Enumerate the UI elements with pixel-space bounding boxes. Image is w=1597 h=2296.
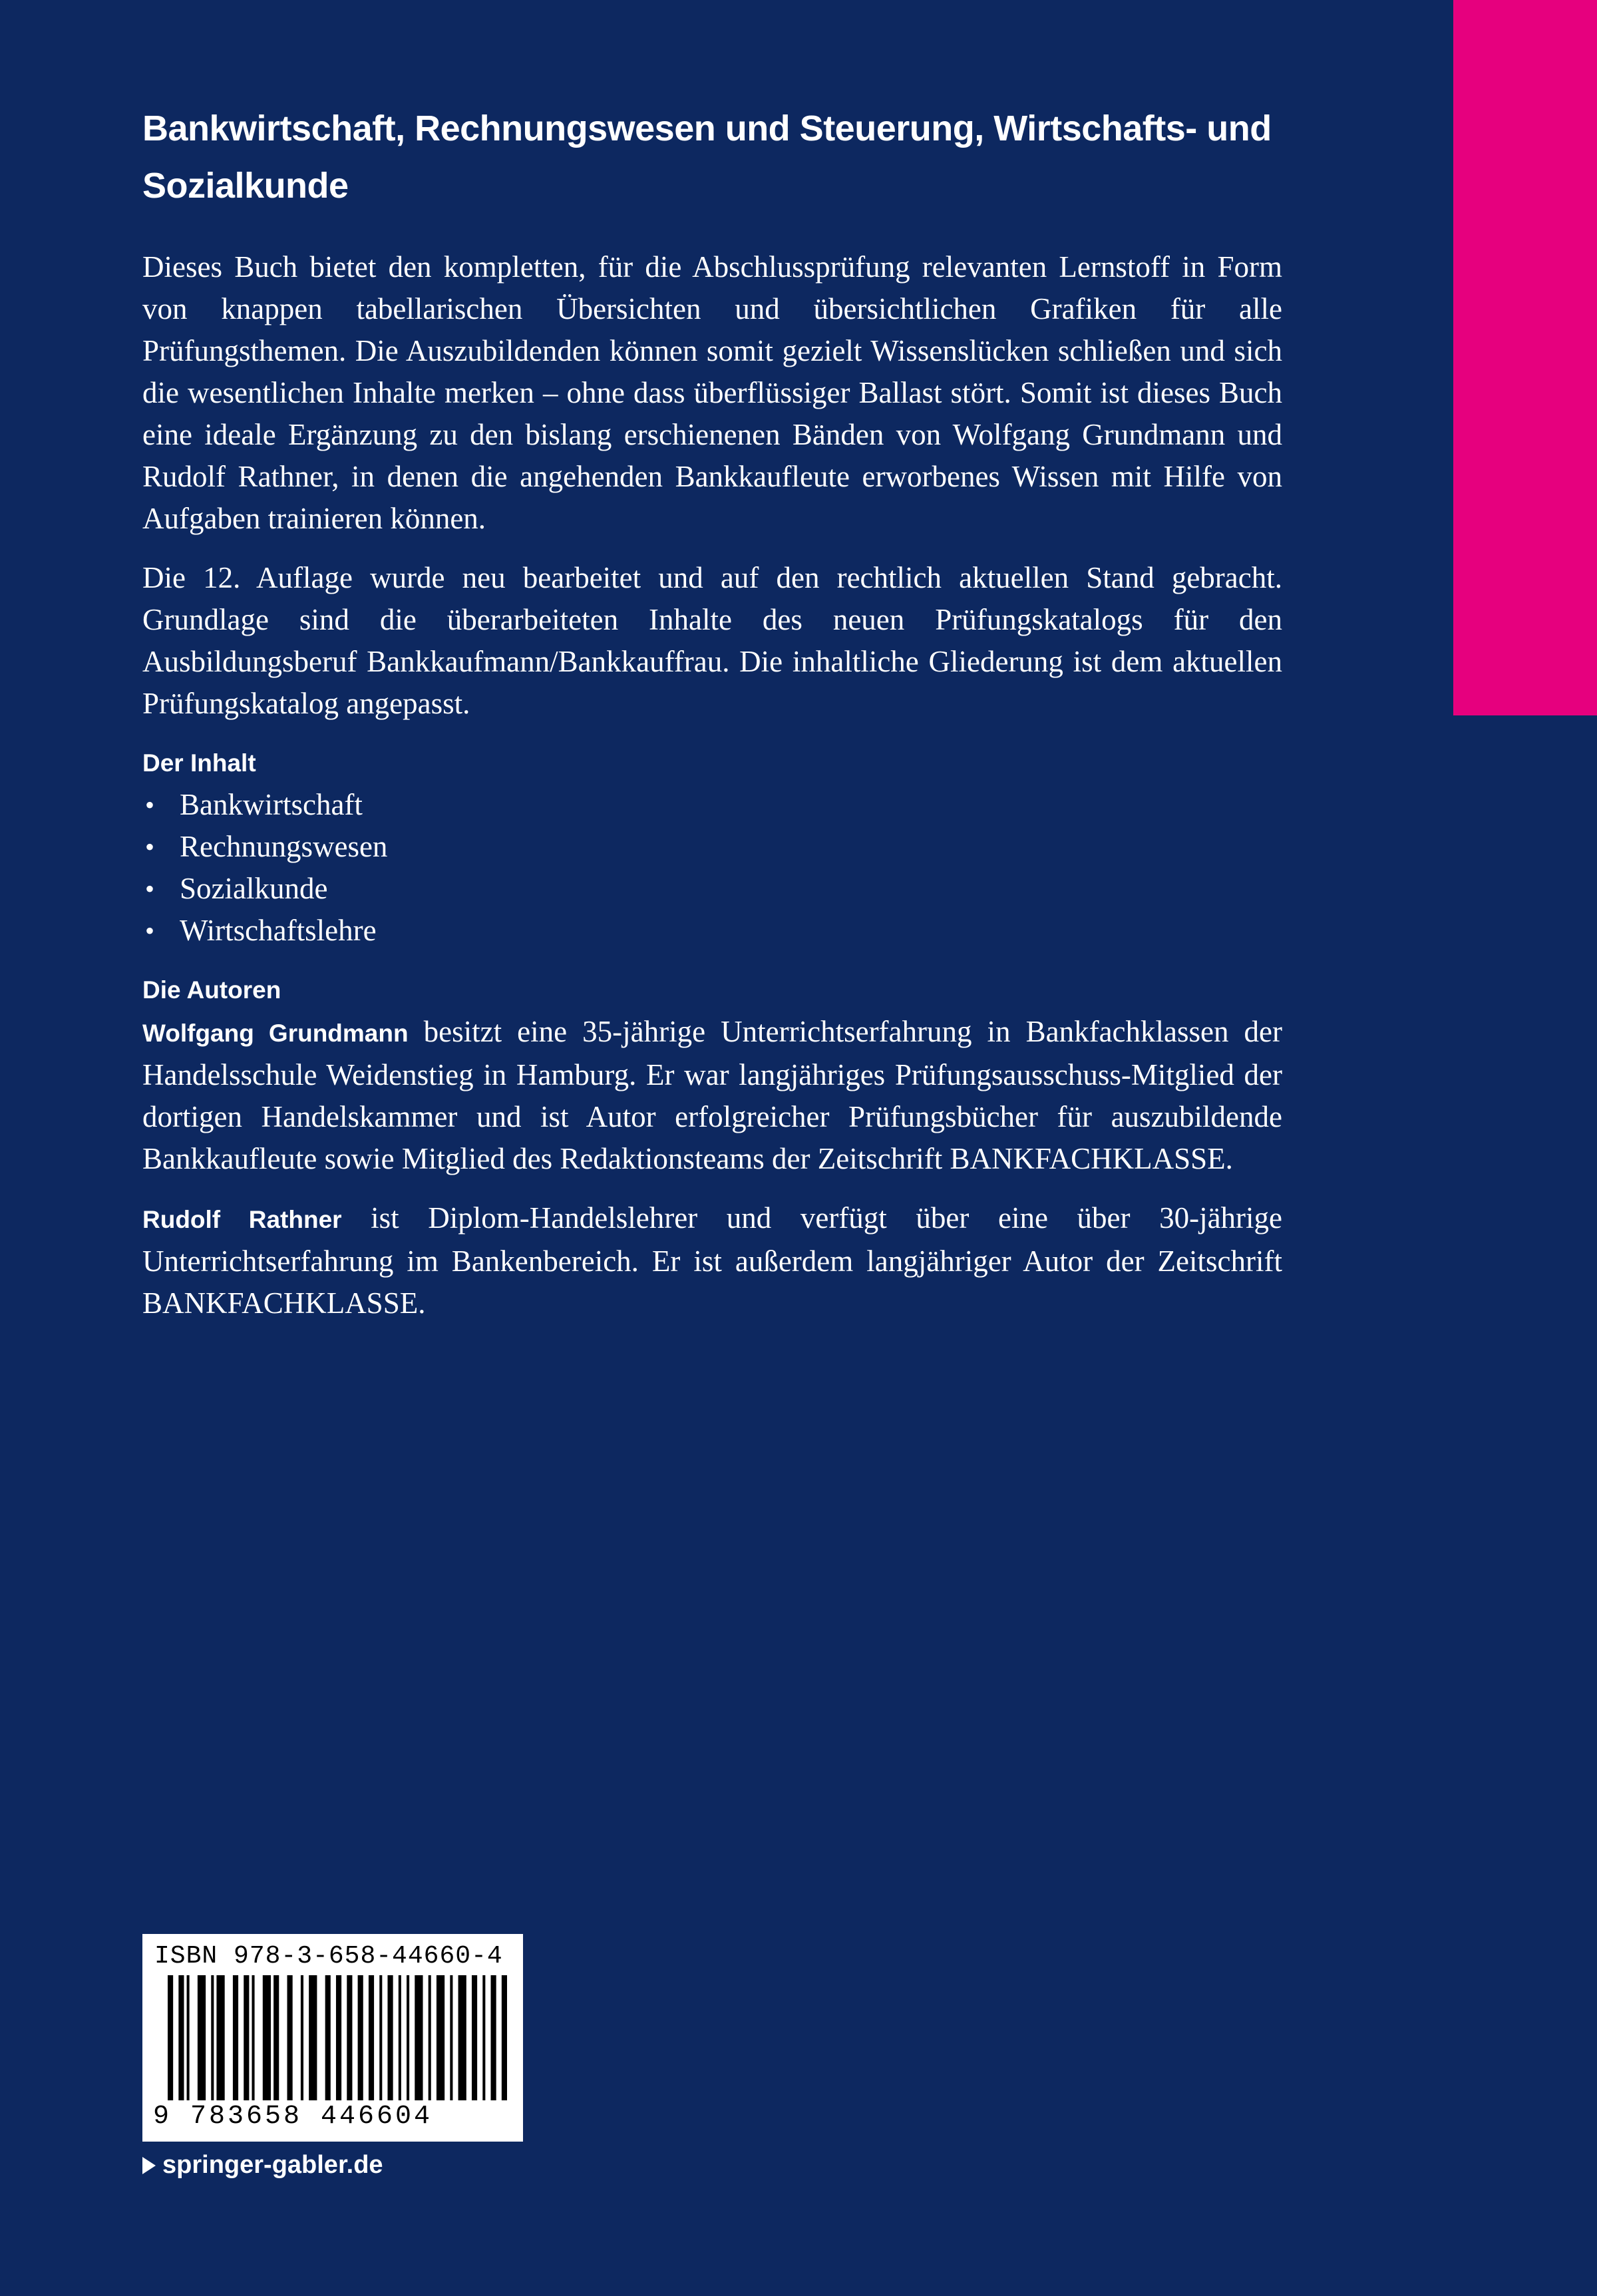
bullet-icon: •: [145, 874, 155, 904]
barcode-bar: [336, 1975, 341, 2100]
author-bio-text: besitzt eine 35-jährige Unterrichtserfahrung in Bankfachklassen der Handelsschule Weidenstieg in Hamburg. Er war langjähriges Prüfungsausschuss-Mitglied der dortigen Handelskammer und ist Autor erfolgreicher Prüfungsbücher für auszubildende Bankkaufleute sowie Mitglied des Redaktionsteams der Zeitschrift BANKFACHKLASSE.: [142, 1015, 1283, 1175]
contents-item: [142, 910, 1282, 952]
barcode-bar: [301, 1975, 303, 2100]
barcode-bar: [502, 1975, 507, 2100]
barcode-bar: [369, 1975, 374, 2100]
barcode-bar: [168, 1975, 173, 2100]
barcode-bar: [482, 1975, 485, 2100]
barcode-bar: [347, 1975, 352, 2100]
barcode-bar: [233, 1975, 238, 2100]
barcode-bar: [216, 1975, 224, 2100]
bullet-icon: •: [145, 916, 155, 946]
contents-item-label: Sozialkunde: [180, 872, 328, 905]
contents-item: [142, 784, 1282, 826]
barcode-bar: [458, 1975, 466, 2100]
barcode-bar: [263, 1975, 271, 2100]
barcode-bar: [178, 1975, 184, 2100]
bullet-icon: •: [145, 832, 155, 862]
contents-item-label: Rechnungswesen: [180, 830, 388, 863]
author-name: Wolfgang Grundmann: [142, 1020, 409, 1047]
barcode-bar: [491, 1975, 496, 2100]
book-title: Bankwirtschaft, Rechnungswesen und Steuerung, Wirtschafts- und Sozialkunde: [142, 108, 1272, 206]
barcode-bar: [472, 1975, 477, 2100]
author-bio-text: ist Diplom-Handelslehrer und verfügt über eine über 30-jährige Unterrichtserfahrung im Bankenbereich. Er ist außerdem langjähriger Autor der Zeitschrift BANKFACHKLASSE.: [142, 1201, 1283, 1320]
contents-item: [142, 826, 1282, 868]
barcode-bar: [387, 1975, 393, 2100]
authors-heading: Die Autoren: [142, 976, 281, 1004]
intro-paragraph-1: Dieses Buch bietet den kompletten, für die Abschlussprüfung relevanten Lernstoff in Form von knappen tabellarischen Übersichten und übersichtlichen Grafiken für alle Prüfungsthemen. Die Auszubildenden können somit gezielt Wissenslücken schließen und sich die wesentlichen Inhalte merken – ohne dass überflüssiger Ballast stört. Somit ist dieses Buch eine ideale Ergänzung zu den bislang erschienenen Bänden von Wolfgang Grundmann und Rudolf Rathner, in denen die angehenden Bankkaufleute erworbenes Wissen mit Hilfe von Aufgaben trainieren können.: [142, 250, 1282, 535]
barcode-bar: [325, 1975, 331, 2100]
contents-item: [142, 868, 1282, 910]
barcode-bar: [358, 1975, 363, 2100]
barcode-bar: [252, 1975, 254, 2100]
bullet-icon: •: [145, 790, 155, 820]
barcode-bar: [450, 1975, 452, 2100]
barcode-bar: [198, 1975, 206, 2100]
barcode-graphic: [168, 1975, 507, 2100]
author-bio-grundmann: [142, 1011, 1282, 1180]
contents-item-label: Bankwirtschaft: [180, 788, 363, 821]
isbn-barcode-box: [142, 1934, 523, 2142]
barcode-bar: [429, 1975, 431, 2100]
barcode-bar: [244, 1975, 249, 2100]
barcode-bar: [211, 1975, 214, 2100]
barcode-bar: [399, 1975, 401, 2100]
intro-paragraph-2: Die 12. Auflage wurde neu bearbeitet und auf den rechtlich aktuellen Stand gebracht. Grundlage sind die überarbeiteten Inhalte des neuen Prüfungskatalogs für den Ausbildungsberuf Bankkaufmann/Bankkauffrau. Die inhaltliche Gliederung ist dem aktuellen Prüfungskatalog angepasst.: [142, 561, 1282, 720]
barcode-bar: [273, 1975, 279, 2100]
author-name: Rudolf Rathner: [142, 1206, 342, 1233]
cover-text: [142, 100, 1282, 1342]
author-bio-rathner: [142, 1197, 1282, 1324]
accent-bar: [1453, 0, 1597, 715]
isbn-label: ISBN 978-3-658-44660-4: [154, 1942, 503, 1971]
barcode-bar: [309, 1975, 317, 2100]
publisher-website: [142, 2151, 383, 2180]
arrow-right-icon: [142, 2157, 156, 2174]
contents-item-label: Wirtschaftslehre: [180, 914, 377, 947]
barcode-bar: [187, 1975, 190, 2100]
barcode-bar: [287, 1975, 293, 2100]
barcode-digits: 9 783658 446604: [153, 2102, 433, 2132]
barcode-bar: [407, 1975, 409, 2100]
website-text: springer-gabler.de: [162, 2151, 383, 2179]
barcode-bar: [437, 1975, 444, 2100]
barcode-bar: [415, 1975, 423, 2100]
contents-list: [142, 784, 1282, 952]
barcode-bar: [379, 1975, 382, 2100]
contents-heading: Der Inhalt: [142, 749, 256, 777]
